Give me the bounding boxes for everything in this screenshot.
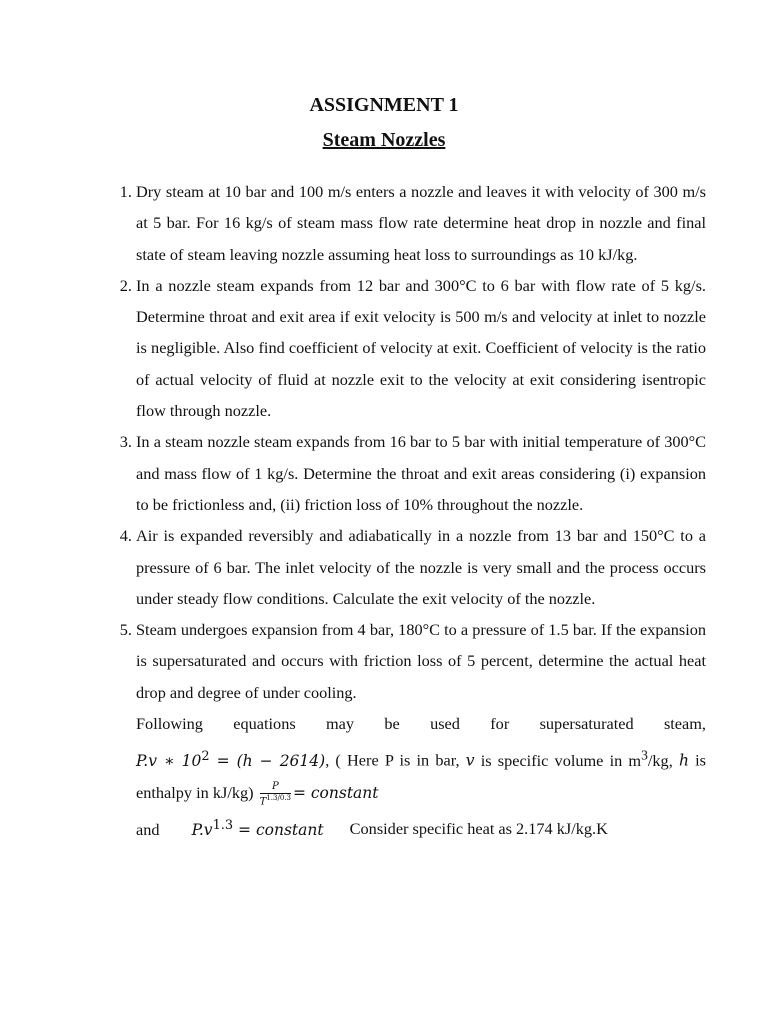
question-3 — [136, 426, 706, 520]
question-4 — [136, 520, 706, 614]
question-text: Air is expanded reversibly and adiabatically in a nozzle from 13 bar and 150°C to a pressure of 6 bar. The inlet velocity of the nozzle is very small and the process occurs under steady flow conditions. Calculate the exit velocity of the nozzle. — [136, 526, 706, 608]
and-label: and — [136, 819, 160, 839]
note-d: is enthalpy in kJ/kg) — [136, 750, 707, 803]
note-b: is specific volume in $m^3/kg$, — [480, 747, 673, 770]
question-text: Steam undergoes expansion from 4 bar, 180°C to a pressure of 1.5 bar. If the expansion is supersaturated and occurs with friction loss of 5 percent, determine the actual heat drop and degree of under cooling. — [136, 620, 706, 702]
question-2 — [136, 270, 706, 426]
question-1 — [136, 176, 706, 270]
question-5 — [136, 614, 706, 846]
question-text: Dry steam at 10 bar and 100 m/s enters a nozzle and leaves it with velocity of 300 m/s at 5 bar. For 16 kg/s of steam mass flow rate determine heat drop in nozzle and final state of steam leaving nozzle assuming heat loss to surroundings as 10 kJ/kg. — [136, 182, 706, 264]
equation-3: $P.v^{1.3}$ = constant — [191, 817, 324, 839]
specific-heat-note: Consider specific heat as 2.174 kJ/kg.K — [349, 819, 608, 839]
note-a: , ( Here P is in bar, — [325, 750, 460, 770]
var-v: v — [465, 751, 475, 770]
assignment-subtitle: Steam Nozzles — [322, 129, 446, 151]
var-h: h — [678, 751, 689, 770]
assignment-title: ASSIGNMENT 1 — [309, 94, 459, 116]
equation-1: P.v ∗ $10^2 = (h - 2614)$ — [136, 748, 326, 770]
question-list — [110, 176, 706, 846]
equations-intro: Following equations may be used for supersaturated steam, — [136, 714, 706, 734]
supersaturated-equations — [136, 708, 706, 846]
fraction-p-over-t: $\frac{P}{T^{1.3/0.3}}$ — [259, 780, 291, 807]
question-text: In a nozzle steam expands from 12 bar and 300°C to 6 bar with flow rate of 5 kg/s. Determine throat and exit area if exit velocity is 500 m/s and velocity at inlet to nozzle is negligible. Also find coefficient of velocity at exit. Coefficient of velocity is the ratio of actual velocity of fluid at nozzle exit to the velocity at exit considering isentropic flow through nozzle. — [136, 275, 706, 421]
equation-2-rhs: = constant — [292, 784, 379, 803]
question-text: In a steam nozzle steam expands from 16 bar to 5 bar with initial temperature of 300°C and mass flow of 1 kg/s. Determine the throat and exit areas considering (i) expansion to be frictionless and, (ii) friction loss of 10% throughout the nozzle. — [136, 432, 706, 514]
